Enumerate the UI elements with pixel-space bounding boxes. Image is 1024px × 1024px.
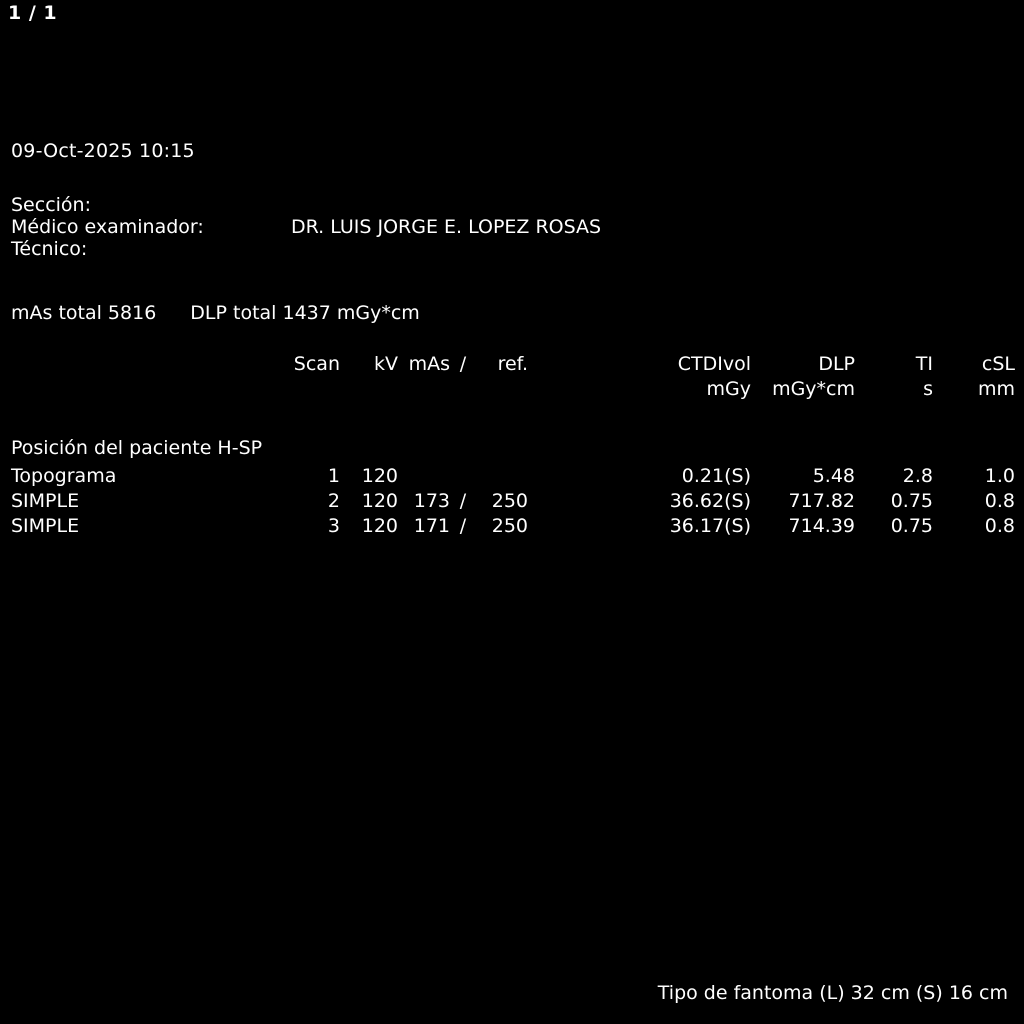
unit-scan	[276, 377, 340, 401]
unit-ti: s	[923, 378, 933, 400]
unit-name	[0, 377, 276, 401]
row-scan: 3	[327, 515, 340, 537]
unit-ref	[476, 377, 528, 401]
row-ctdivol: 36.62(S)	[669, 490, 751, 512]
row-ti: 2.8	[902, 465, 933, 487]
row-csl: 0.8	[984, 515, 1015, 537]
tecnico-row	[11, 238, 601, 260]
row-ti: 0.75	[890, 515, 933, 537]
row-csl: 1.0	[984, 465, 1015, 487]
header-slash: /	[459, 353, 467, 375]
unit-slash	[450, 377, 476, 401]
dose-table-header	[0, 352, 1015, 401]
seccion-row	[11, 194, 601, 216]
header-ref: ref.	[497, 353, 528, 375]
table-header-row	[0, 352, 1015, 377]
table-units-row	[0, 377, 1015, 401]
seccion-label: Sección:	[11, 194, 91, 216]
medico-label: Médico examinador:	[11, 216, 204, 238]
mas-total: mAs total 5816	[11, 302, 157, 324]
exam-datetime: 09-Oct-2025 10:15	[11, 140, 195, 162]
table-body	[0, 464, 1015, 539]
row-scan: 2	[327, 490, 340, 512]
header-name	[0, 352, 276, 377]
row-slash	[450, 464, 476, 489]
row-name: Topograma	[11, 465, 117, 487]
row-ref: 250	[491, 490, 528, 512]
row-ref	[476, 464, 528, 489]
row-csl: 0.8	[984, 490, 1015, 512]
row-ti: 0.75	[890, 490, 933, 512]
header-csl: cSL	[981, 353, 1015, 375]
medico-row	[11, 216, 601, 238]
row-scan: 1	[327, 465, 340, 487]
unit-kv	[340, 377, 398, 401]
row-dlp: 717.82	[788, 490, 855, 512]
header-dlp: DLP	[818, 353, 855, 375]
page-counter: 1 / 1	[8, 2, 58, 24]
row-dlp: 714.39	[788, 515, 855, 537]
header-scan: Scan	[293, 353, 340, 375]
tecnico-label: Técnico:	[11, 238, 88, 260]
table-row	[0, 489, 1015, 514]
unit-mas	[398, 377, 450, 401]
phantom-type-footer: Tipo de fantoma (L) 32 cm (S) 16 cm	[657, 982, 1008, 1004]
dose-totals	[11, 302, 420, 324]
header-ti: TI	[915, 353, 933, 375]
row-name: SIMPLE	[11, 515, 80, 537]
row-mas	[398, 464, 450, 489]
row-ctdivol: 0.21(S)	[681, 465, 751, 487]
patient-position: Posición del paciente H-SP	[11, 437, 263, 459]
unit-ctdivol: mGy	[706, 378, 751, 400]
header-mas: mAs	[408, 353, 450, 375]
row-kv: 120	[361, 515, 398, 537]
dlp-total: DLP total 1437 mGy*cm	[190, 302, 420, 324]
row-kv: 120	[361, 465, 398, 487]
row-mas: 171	[413, 515, 450, 537]
unit-dlp: mGy*cm	[772, 378, 855, 400]
row-ctdivol: 36.17(S)	[669, 515, 751, 537]
table-row	[0, 464, 1015, 489]
row-name: SIMPLE	[11, 490, 80, 512]
header-kv: kV	[373, 353, 398, 375]
row-dlp: 5.48	[812, 465, 855, 487]
row-slash: /	[459, 515, 467, 537]
exam-metadata	[11, 194, 601, 260]
dose-table-body	[0, 464, 1015, 539]
row-ref: 250	[491, 515, 528, 537]
row-mas: 173	[413, 490, 450, 512]
medico-value: DR. LUIS JORGE E. LOPEZ ROSAS	[291, 216, 602, 238]
row-slash: /	[459, 490, 467, 512]
unit-csl: mm	[977, 378, 1015, 400]
row-kv: 120	[361, 490, 398, 512]
header-ctdivol: CTDIvol	[677, 353, 751, 375]
table-row	[0, 514, 1015, 539]
